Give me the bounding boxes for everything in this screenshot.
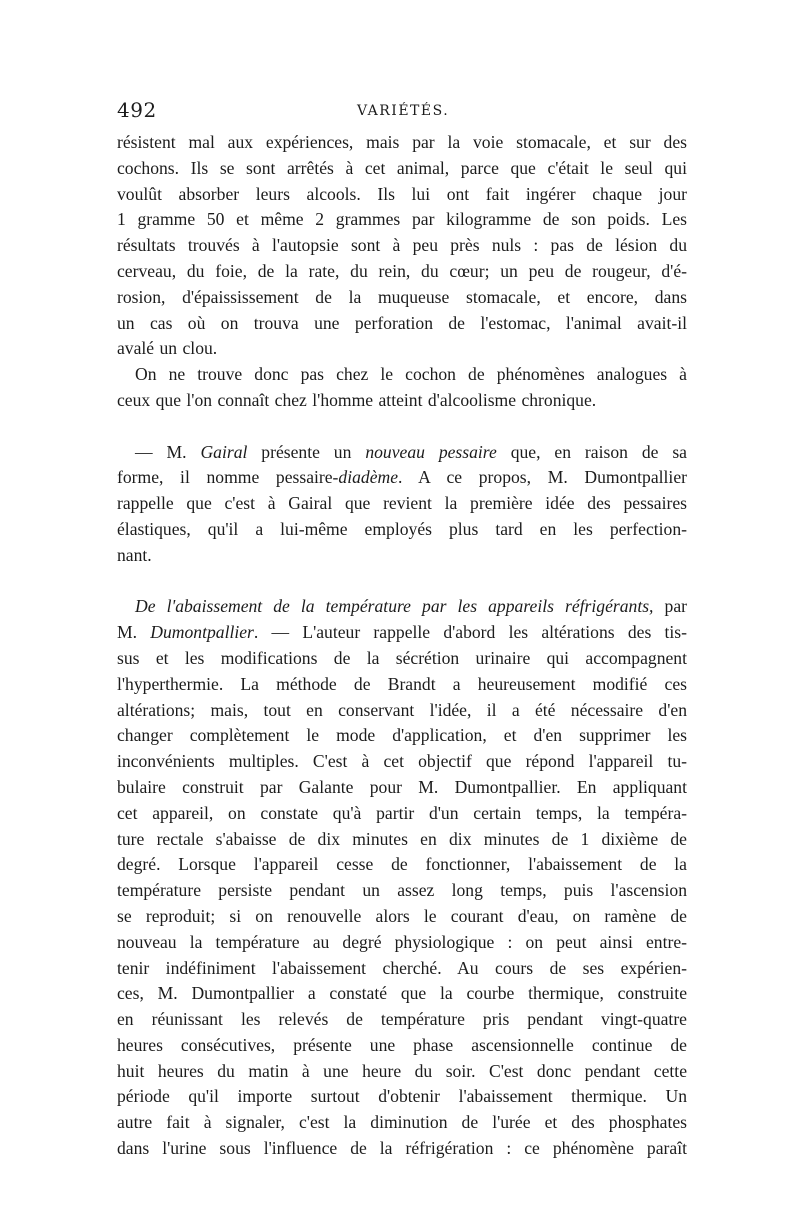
author-name: Dumontpallier (150, 622, 254, 643)
author-name: Gairal (200, 441, 248, 462)
paragraph-conclusion (117, 362, 687, 414)
text-line: dans l'urine sous l'influence de la réfrigération : ce phénomène paraît (117, 1138, 687, 1159)
text-run: — M. (135, 441, 201, 462)
page-number: 492 (117, 98, 157, 122)
text-line: huit heures du matin à une heure du soir. C'est donc pendant cette (117, 1060, 687, 1081)
text-line: changer complètement le mode d'application, et d'en supprimer les (117, 725, 687, 746)
text-line: avalé un clou. (117, 338, 218, 359)
text-run: . A ce propos, M. Dumontpallier (398, 467, 687, 488)
text-run: . — L'auteur rappelle d'abord les altérations des tis- (253, 622, 687, 643)
text-line: cet appareil, on constate qu'à partir d'un certain temps, la tempéra- (117, 802, 687, 823)
text-line: voulût absorber leurs alcools. Ils lui ont fait ingérer chaque jour (117, 183, 687, 204)
text-line: heures consécutives, présente une phase ascensionnelle continue de (117, 1034, 687, 1055)
text-run: présente un (247, 441, 366, 462)
page-body (117, 130, 687, 1162)
text-line: autre fait à signaler, c'est la diminution de l'urée et des phosphates (117, 1112, 687, 1133)
text-line: inconvénients multiples. C'est à cet objectif que répond l'appareil tu- (117, 751, 687, 772)
text-line: en réunissant les relevés de température pris pendant vingt-quatre (117, 1009, 687, 1030)
text-line: degré. Lorsque l'appareil cesse de fonctionner, l'abaissement de la (117, 854, 687, 875)
running-head: VARIÉTÉS. (357, 103, 450, 119)
text-line: 1 gramme 50 et même 2 grammes par kilogramme de son poids. Les (117, 209, 687, 230)
paragraph-alcohol-experiments (117, 130, 687, 362)
text-line: rosion, d'épaississement de la muqueuse stomacale, et encore, dans (117, 286, 687, 307)
paragraph-spacer (117, 569, 687, 595)
text-line (117, 465, 687, 491)
text-line: On ne trouve donc pas chez le cochon de phénomènes analogues à (135, 364, 687, 385)
text-line: température persiste pendant un assez long temps, puis l'ascension (117, 880, 687, 901)
text-line: période qu'il importe surtout d'obtenir l'abaissement thermique. Un (117, 1086, 687, 1107)
text-run: par (653, 596, 687, 617)
text-run: forme, il nomme pessaire- (117, 467, 339, 488)
device-name: diadème (338, 467, 399, 488)
text-line: tenir indéfiniment l'abaissement cherché. Au cours de ses expérien- (117, 957, 687, 978)
text-line: rappelle que c'est à Gairal que revient la première idée des pessaires (117, 493, 687, 514)
page-header (117, 98, 687, 128)
text-line: un cas où on trouva une perforation de l'estomac, l'animal avait-il (117, 312, 687, 333)
text-line: ture rectale s'abaisse de dix minutes en dix minutes de 1 dixième de (117, 828, 687, 849)
text-line: nouveau la température au degré physiologique : on peut ainsi entre- (117, 931, 687, 952)
text-line: ceux que l'on connaît chez l'homme atteint d'alcoolisme chronique. (117, 389, 597, 410)
text-run: M. (117, 622, 151, 643)
text-line: résultats trouvés à l'autopsie sont à peu près nuls : pas de lésion du (117, 235, 687, 256)
text-line (117, 620, 687, 646)
text-line: bulaire construit par Galante pour M. Dumontpallier. En appliquant (117, 776, 687, 797)
text-line: cochons. Ils se sont arrêtés à cet animal, parce que c'était le seul qui (117, 157, 687, 178)
text-line: nant. (117, 544, 152, 565)
text-line (117, 440, 687, 466)
text-run: que, en raison de sa (496, 441, 687, 462)
text-line: se reproduit; si on renouvelle alors le courant d'eau, on ramène de (117, 905, 687, 926)
paragraph-refrigeration (117, 594, 687, 1162)
device-name: nouveau pessaire (365, 441, 497, 462)
text-line: résistent mal aux expériences, mais par la voie stomacale, et sur des (117, 132, 687, 152)
text-line: ces, M. Dumontpallier a constaté que la courbe thermique, construite (117, 983, 687, 1004)
text-line: élastiques, qu'il a lui-même employés plus tard en les perfection- (117, 518, 687, 539)
paragraph-spacer (117, 414, 687, 440)
text-line (117, 594, 687, 620)
paragraph-pessaire (117, 440, 687, 569)
text-line: sus et les modifications de la sécrétion urinaire qui accompagnent (117, 647, 687, 668)
text-line: l'hyperthermie. La méthode de Brandt a heureusement modifié ces (117, 673, 687, 694)
text-line: cerveau, du foie, de la rate, du rein, du cœur; un peu de rougeur, d'é- (117, 260, 687, 281)
text-line: altérations; mais, tout en conservant l'idée, il a été nécessaire d'en (117, 699, 687, 720)
section-title: De l'abaissement de la température par les appareils réfrigérants, (135, 596, 654, 617)
